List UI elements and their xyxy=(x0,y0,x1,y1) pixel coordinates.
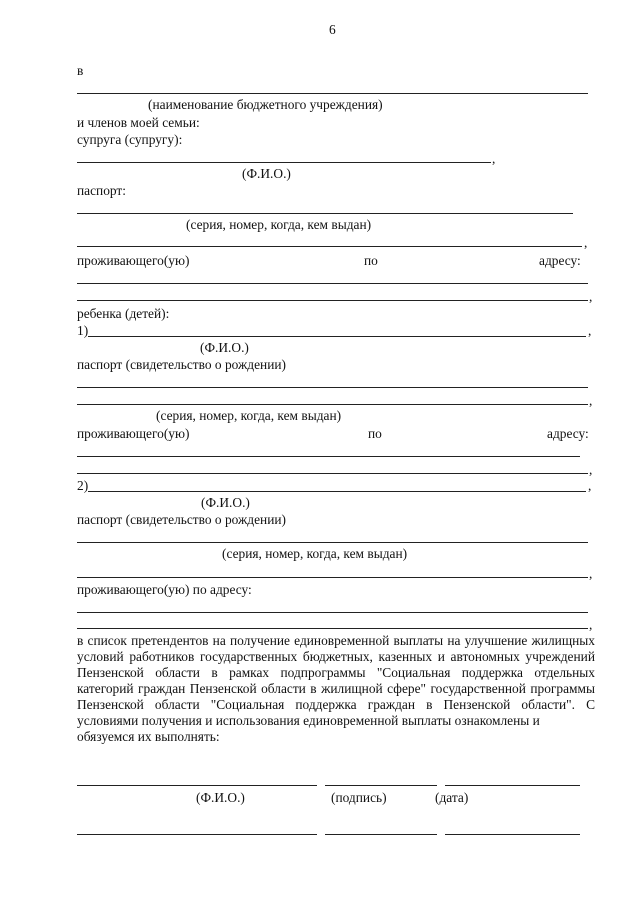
spouse-extra-comma: , xyxy=(584,235,588,250)
spouse-fio-comma: , xyxy=(492,151,496,166)
child2-address-line-2 xyxy=(77,628,588,629)
child1-address-line-1 xyxy=(77,456,580,457)
child1-po-word: по xyxy=(368,426,382,441)
child1-passport-line-1 xyxy=(77,387,588,388)
signature2-fio-line xyxy=(77,834,317,835)
signature2-sign-line xyxy=(325,834,437,835)
signature1-sign-line xyxy=(325,785,437,786)
child1-prefix: 1) xyxy=(77,323,89,338)
spouse-passport-line xyxy=(77,213,573,214)
family-intro: и членов моей семьи: xyxy=(77,115,200,130)
child1-birth-cert-label: паспорт (свидетельство о рождении) xyxy=(77,357,286,372)
child1-passport-comma: , xyxy=(589,393,593,408)
child2-passport-line xyxy=(77,542,588,543)
child1-passport-line-2 xyxy=(77,404,588,405)
spouse-passport-label: паспорт: xyxy=(77,183,127,198)
child2-prefix: 2) xyxy=(77,478,89,493)
application-paragraph-body: в список претендентов на получение единовременной выплаты на улучшение жилищных условий работников государственных бюджетных, казенных и автономных учреждений Пензенской области в рамках подпрограммы "Социальная поддержка отдельных категорий граждан Пензенской области в жилищной сфере" государственной программы Пензенской области "Социальная поддержка граждан в Пензенской области". С условиями получения и использования единовременной выплаты ознакомлены и xyxy=(77,633,595,728)
child2-address-comma: , xyxy=(589,617,593,632)
child2-passport-caption: (серия, номер, когда, кем выдан) xyxy=(222,546,408,561)
child1-passport-caption: (серия, номер, когда, кем выдан) xyxy=(156,408,342,423)
child1-fio-comma: , xyxy=(588,323,592,338)
spouse-address-line-1 xyxy=(77,283,588,284)
spouse-extra-line xyxy=(77,246,582,247)
child2-birth-cert-label: паспорт (свидетельство о рождении) xyxy=(77,512,286,527)
child2-residing-address: проживающего(ую) по адресу: xyxy=(77,582,252,597)
signature2-date-line xyxy=(445,834,580,835)
child2-fio-line xyxy=(88,491,586,492)
child2-extra-comma: , xyxy=(589,566,593,581)
spouse-residing-word: проживающего(ую) xyxy=(77,253,190,268)
spouse-passport-caption: (серия, номер, когда, кем выдан) xyxy=(186,217,372,232)
children-label: ребенка (детей): xyxy=(77,306,170,321)
spouse-address-word: адресу: xyxy=(539,253,581,268)
spouse-po-word: по xyxy=(364,253,378,268)
spouse-fio-line xyxy=(77,162,491,163)
child2-fio-comma: , xyxy=(588,478,592,493)
signature1-fio-caption: (Ф.И.О.) xyxy=(196,790,245,805)
child1-residing-word: проживающего(ую) xyxy=(77,426,190,441)
child2-extra-line xyxy=(77,577,588,578)
child1-address-line-2 xyxy=(77,473,588,474)
child2-fio-caption: (Ф.И.О.) xyxy=(201,495,250,510)
child2-address-line-1 xyxy=(77,612,588,613)
child1-fio-caption: (Ф.И.О.) xyxy=(200,340,249,355)
child1-address-word: адресу: xyxy=(547,426,589,441)
spouse-address-comma: , xyxy=(589,289,593,304)
signature1-date-caption: (дата) xyxy=(435,790,469,805)
spouse-fio-caption: (Ф.И.О.) xyxy=(242,166,291,181)
signature1-fio-line xyxy=(77,785,317,786)
child1-address-comma: , xyxy=(589,462,593,477)
application-paragraph-last-line: обязуемся их выполнять: xyxy=(77,729,220,744)
signature1-sign-caption: (подпись) xyxy=(331,790,387,805)
spouse-address-line-2 xyxy=(77,300,588,301)
application-paragraph xyxy=(77,633,595,745)
signature1-date-line xyxy=(445,785,580,786)
page-number: 6 xyxy=(329,22,336,37)
child1-fio-line xyxy=(88,336,586,337)
spouse-label: супруга (супругу): xyxy=(77,132,183,147)
budget-institution-caption: (наименование бюджетного учреждения) xyxy=(148,97,383,112)
v-preposition: в xyxy=(77,63,84,78)
budget-institution-line xyxy=(77,93,588,94)
